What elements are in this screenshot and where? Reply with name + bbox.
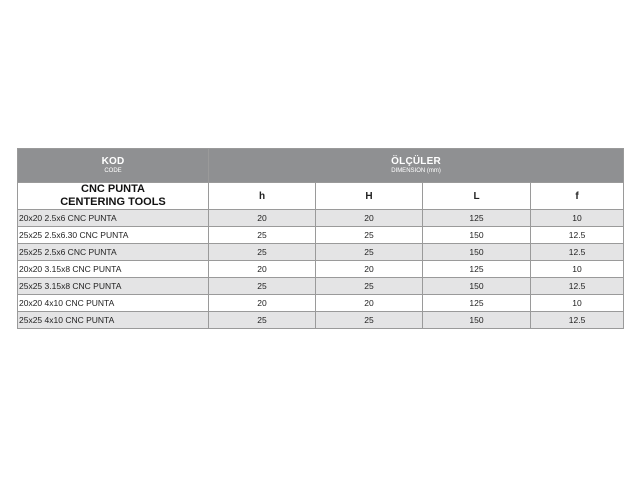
row-f: 10 [531,295,624,312]
row-L: 150 [423,278,531,295]
row-h: 20 [209,295,316,312]
row-L: 150 [423,312,531,329]
row-code: 25x25 2.5x6 CNC PUNTA [18,244,209,261]
row-h: 25 [209,244,316,261]
row-H: 20 [316,261,423,278]
olculer-label: ÖLÇÜLER [391,156,441,167]
row-L: 125 [423,261,531,278]
dimensions-header-cell [209,149,624,183]
table-row [18,261,624,278]
row-H: 25 [316,278,423,295]
row-code: 25x25 4x10 CNC PUNTA [18,312,209,329]
table-row [18,244,624,261]
column-header-h: h [209,183,316,210]
row-L: 125 [423,295,531,312]
table-row [18,227,624,244]
row-f: 12.5 [531,312,624,329]
column-header-L: L [423,183,531,210]
table-row [18,278,624,295]
row-H: 25 [316,312,423,329]
table-row [18,295,624,312]
centering-tools-spec-table [17,148,624,329]
row-L: 150 [423,227,531,244]
row-code: 20x20 3.15x8 CNC PUNTA [18,261,209,278]
code-header-cell [18,149,209,183]
row-h: 20 [209,210,316,227]
column-header-row [18,183,624,210]
row-code: 20x20 4x10 CNC PUNTA [18,295,209,312]
table-row [18,210,624,227]
table-header-row [18,149,624,183]
dimension-label: DIMENSION (mm) [391,168,441,174]
row-L: 150 [423,244,531,261]
kod-label: KOD [101,156,125,167]
row-h: 20 [209,261,316,278]
row-H: 20 [316,295,423,312]
row-f: 12.5 [531,227,624,244]
row-f: 10 [531,261,624,278]
row-h: 25 [209,278,316,295]
tool-title-line2: CENTERING TOOLS [60,196,166,208]
row-f: 10 [531,210,624,227]
row-L: 125 [423,210,531,227]
column-header-f: f [531,183,624,210]
table-row [18,312,624,329]
row-H: 25 [316,227,423,244]
tool-title-cell [18,183,209,210]
row-h: 25 [209,312,316,329]
code-label: CODE [104,168,122,174]
row-h: 25 [209,227,316,244]
row-f: 12.5 [531,278,624,295]
column-header-H: H [316,183,423,210]
row-H: 25 [316,244,423,261]
tool-title-line1: CNC PUNTA [81,183,145,195]
row-f: 12.5 [531,244,624,261]
row-H: 20 [316,210,423,227]
row-code: 20x20 2.5x6 CNC PUNTA [18,210,209,227]
row-code: 25x25 2.5x6.30 CNC PUNTA [18,227,209,244]
row-code: 25x25 3.15x8 CNC PUNTA [18,278,209,295]
